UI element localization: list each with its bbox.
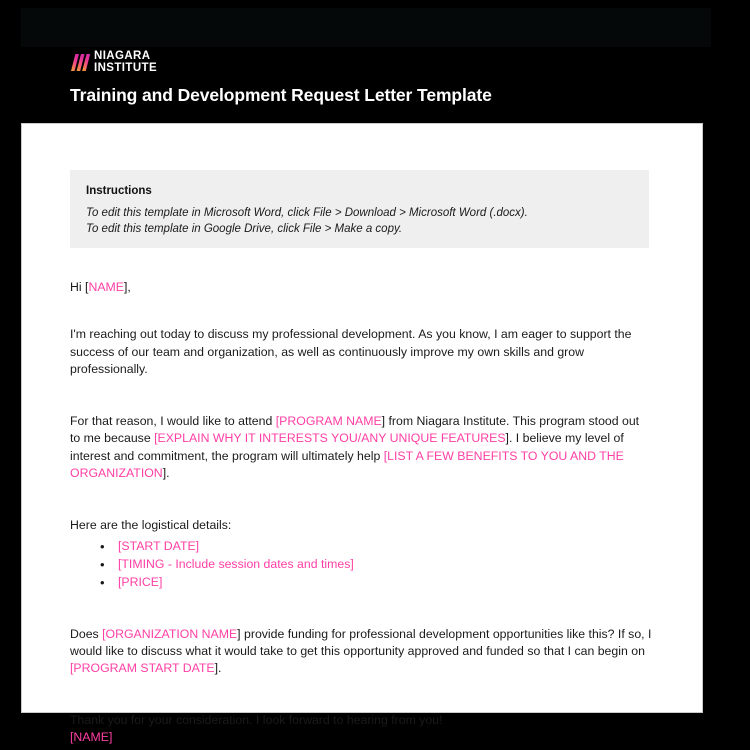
logo-wordmark	[94, 51, 157, 74]
page-title: Training and Development Request Letter Template	[70, 85, 492, 105]
p2-text-a: For that reason, I would like to attend	[70, 413, 276, 428]
letter-closing: Thank you for your consideration. I look forward to hearing from you!	[70, 712, 443, 727]
letter-signature-placeholder[interactable]: [NAME]	[70, 730, 113, 745]
greeting-placeholder[interactable]: NAME	[88, 280, 124, 294]
instructions-line-drive: To edit this template in Google Drive, click File > Make a copy.	[86, 222, 403, 235]
logo-word-niagara: NIAGARA	[94, 50, 151, 62]
list-item[interactable]: • [START DATE]	[100, 538, 652, 556]
window-top-bar	[21, 8, 711, 47]
instructions-line-word: To edit this template in Microsoft Word, click File > Download > Microsoft Word (.docx).	[86, 207, 528, 219]
p2-text-c: ]. I believe my level of interest and commitment, the program will ultimately help	[70, 431, 624, 463]
document-card	[22, 124, 702, 745]
letter-body	[70, 279, 652, 747]
instructions-box	[70, 170, 649, 248]
placeholder-program-name[interactable]: [PROGRAM NAME	[275, 413, 382, 428]
logistical-details-list	[70, 538, 652, 591]
p4-text-c: ].	[214, 661, 222, 676]
list-item[interactable]: • [PRICE]	[100, 574, 652, 592]
letter-paragraph-1: I'm reaching out today to discuss my professional development. As you know, I am eager to support the success of our team and organization, as well as continuously improve my own skills and grow professionally.	[70, 327, 632, 377]
letter-paragraph-2	[70, 413, 652, 483]
p4-text-a: Does	[70, 626, 103, 641]
slashes-icon	[71, 54, 90, 71]
niagara-institute-logo	[71, 51, 157, 74]
instructions-heading: Instructions	[86, 185, 152, 197]
placeholder-benefits[interactable]: [LIST A FEW BENEFITS TO YOU AND THE ORGANIZATION	[70, 448, 624, 481]
greeting-prefix: Hi [	[70, 280, 89, 294]
placeholder-explain-interest[interactable]: [EXPLAIN WHY IT INTERESTS YOU/ANY UNIQUE FEATURES	[154, 431, 506, 446]
p2-text-d: ].	[162, 466, 170, 481]
p2-text-b: ] from Niagara Institute. This program stood out to me because	[70, 413, 640, 446]
letter-paragraph-4	[70, 626, 652, 678]
greeting-suffix: ],	[123, 280, 131, 294]
letter-paragraph-3: Here are the logistical details:	[70, 517, 232, 532]
page-header	[0, 47, 750, 124]
letter-greeting	[70, 279, 652, 296]
placeholder-organization-name[interactable]: [ORGANIZATION NAME	[102, 626, 238, 641]
placeholder-program-start-date[interactable]: [PROGRAM START DATE	[70, 661, 215, 676]
p4-text-b: ] provide funding for professional development opportunities like this? If so, I would like to discuss what it would take to get this opportunity approved and funded so that I can begin on	[70, 626, 652, 659]
logo-word-institute: INSTITUTE	[94, 61, 158, 74]
list-item[interactable]: • [TIMING - Include session dates and times]	[100, 556, 652, 574]
